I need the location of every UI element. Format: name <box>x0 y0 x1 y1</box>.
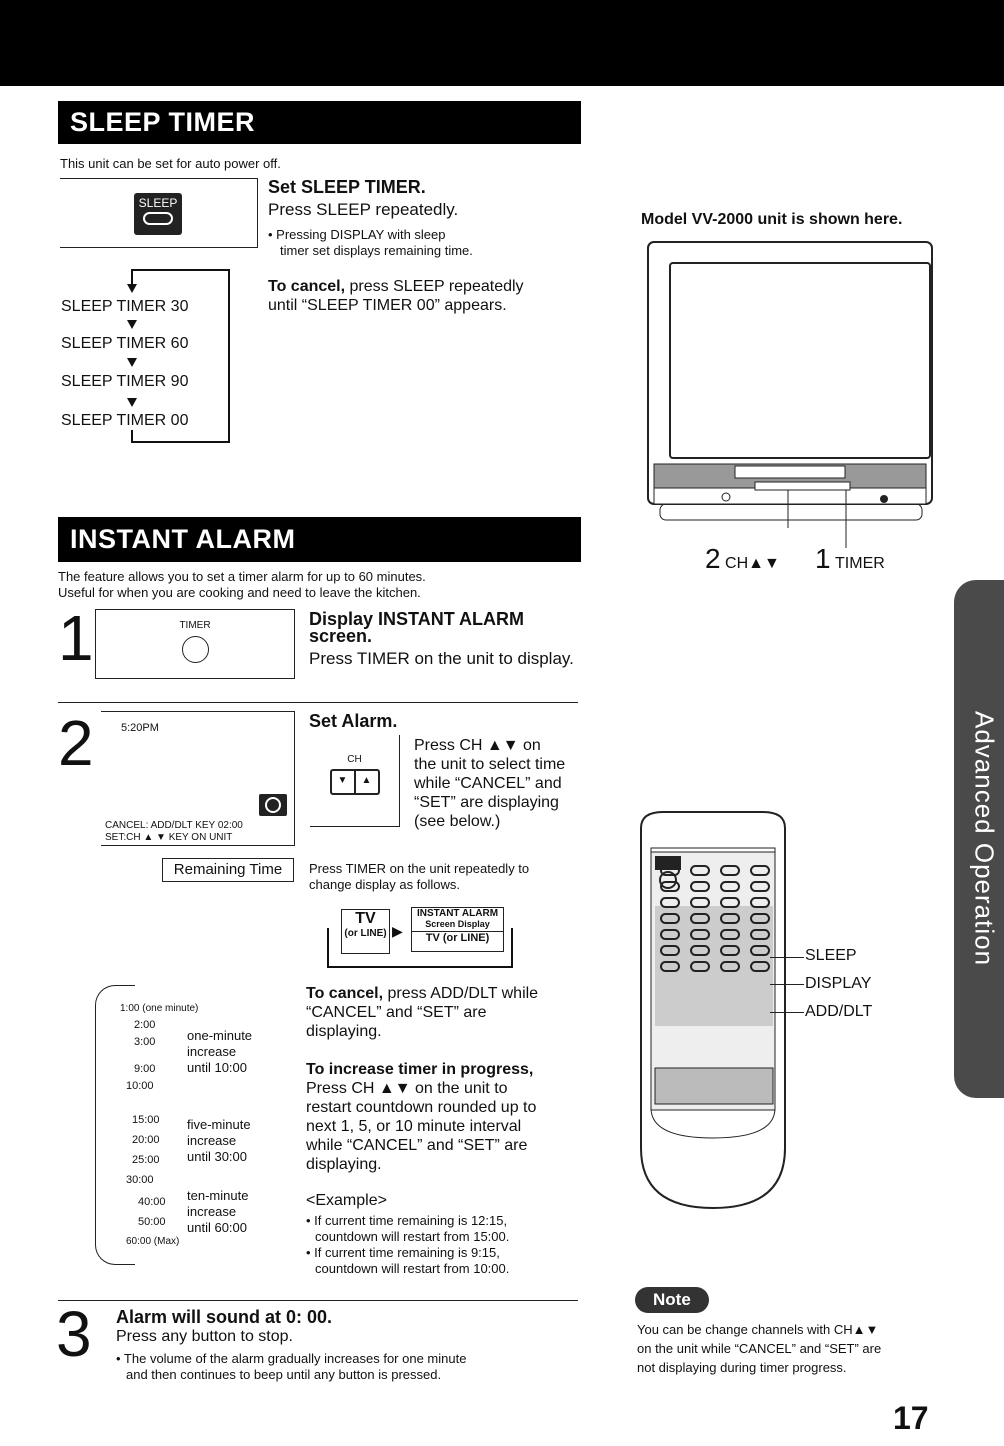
step-3-number: 3 <box>56 1298 92 1370</box>
remote-key[interactable] <box>690 945 710 956</box>
step-3-note-2: and then continues to beep until any button is pressed. <box>126 1367 442 1382</box>
remote-label-display: DISPLAY <box>805 975 872 992</box>
time-item: 25:00 <box>132 1154 160 1166</box>
alarm-intro-1: The feature allows you to set a timer alarm for up to 60 minutes. <box>58 569 426 584</box>
time-item: 3:00 <box>134 1036 156 1048</box>
remote-key[interactable] <box>690 897 710 908</box>
alarm-increase-bold: To increase timer in progress, <box>306 1061 534 1078</box>
sleep-seq-2: SLEEP TIMER 60 <box>61 335 189 352</box>
remote-key[interactable] <box>660 913 680 924</box>
time-item: 2:00 <box>134 1019 156 1031</box>
remote-key[interactable] <box>690 929 710 940</box>
remote-key[interactable] <box>750 881 770 892</box>
remote-label-adddlt: ADD/DLT <box>805 1003 873 1020</box>
step-2-number: 2 <box>58 707 94 779</box>
sleep-intro: This unit can be set for auto power off. <box>60 156 281 171</box>
divider <box>58 702 578 703</box>
remote-key[interactable] <box>720 961 740 972</box>
example-text: • If current time remaining is 12:15, <box>306 1213 508 1228</box>
sleep-note-1: • Pressing DISPLAY with sleep <box>268 227 446 242</box>
remote-key[interactable] <box>660 865 680 876</box>
remote-label-sleep: SLEEP <box>805 947 857 964</box>
remote-key[interactable] <box>750 897 770 908</box>
inc-text: five-minute <box>187 1117 251 1132</box>
timer-button-label: TIMER <box>179 620 211 631</box>
remote-key[interactable] <box>720 897 740 908</box>
step-2-text-2: the unit to select time <box>414 756 566 773</box>
remote-key[interactable] <box>660 929 680 940</box>
arrow-down-icon <box>127 320 137 329</box>
sleep-button-label: SLEEP <box>138 196 178 210</box>
instant-alarm-title: INSTANT ALARM <box>70 524 296 554</box>
ch-button-box <box>310 735 400 827</box>
step-1-number: 1 <box>58 602 94 674</box>
time-item: 30:00 <box>126 1174 154 1186</box>
flow-alarm-2: Screen Display <box>425 919 490 929</box>
step-3-title: Alarm will sound at 0: 00. <box>116 1307 333 1327</box>
time-item: 20:00 <box>132 1134 160 1146</box>
remote-key[interactable] <box>690 865 710 876</box>
alarm-increase-text: restart countdown rounded up to <box>306 1099 537 1116</box>
tv-label-ch-text: CH▲▼ <box>725 555 780 572</box>
time-item: 1:00 (one minute) <box>120 1003 199 1014</box>
remaining-time-label: Remaining Time <box>162 858 294 882</box>
inc-text: increase <box>187 1204 237 1219</box>
note-line: on the unit while “CANCEL” and “SET” are <box>637 1341 882 1356</box>
inc-group-3 <box>187 1188 248 1236</box>
top-banner <box>0 0 1004 86</box>
flow-alarm-1: INSTANT ALARM <box>416 908 499 919</box>
inc-group-2 <box>187 1117 251 1165</box>
time-item: 60:00 (Max) <box>126 1236 180 1247</box>
sleep-button-icon <box>134 193 182 235</box>
time-item: 10:00 <box>126 1080 154 1092</box>
sleep-note-2: timer set displays remaining time. <box>280 243 473 258</box>
inc-text: until 10:00 <box>187 1060 247 1075</box>
leader-line <box>770 984 804 985</box>
remote-key[interactable] <box>690 961 710 972</box>
alarm-increase-text: displaying. <box>306 1156 382 1173</box>
alarm-screen-time: 5:20PM <box>121 722 159 734</box>
inc-text: one-minute <box>187 1028 253 1043</box>
remote-key[interactable] <box>660 961 680 972</box>
step-2-instructions <box>414 736 565 831</box>
sleep-step-text: Press SLEEP repeatedly. <box>268 200 459 219</box>
remote-key[interactable] <box>660 897 680 908</box>
ch-updown-icon: ▼ ▲ <box>310 769 399 795</box>
remote-key[interactable] <box>690 881 710 892</box>
time-item: 50:00 <box>138 1216 166 1228</box>
tv-label-timer-text: TIMER <box>835 555 885 572</box>
flow-arrow-icon: ▶ <box>392 923 403 939</box>
example-label: <Example> <box>306 1192 387 1209</box>
step-1-title-2: screen. <box>309 626 373 646</box>
sleep-cancel-bold: To cancel, <box>268 278 346 295</box>
tv-illustration <box>640 238 940 568</box>
remote-key[interactable] <box>720 865 740 876</box>
ch-button-label: CH <box>347 754 362 765</box>
inc-text: increase <box>187 1044 237 1059</box>
step-2-text-5: (see below.) <box>414 813 501 830</box>
inc-text: ten-minute <box>187 1188 249 1203</box>
remote-key[interactable] <box>660 881 680 892</box>
timer-button-icon <box>182 636 209 663</box>
side-tab-label-wrap <box>954 580 1004 1098</box>
example-text: countdown will restart from 10:00. <box>315 1261 510 1276</box>
step-2-text-4: “SET” are displaying <box>414 794 559 811</box>
time-item: 9:00 <box>134 1063 156 1075</box>
leader-line <box>770 957 804 958</box>
flow-alarm-3: TV (or LINE) <box>412 931 503 944</box>
press-timer-2: change display as follows. <box>309 877 461 892</box>
step-2-title: Set Alarm. <box>309 711 398 731</box>
remote-key[interactable] <box>720 929 740 940</box>
remote-key[interactable] <box>720 881 740 892</box>
sleep-timer-header <box>58 101 581 144</box>
flow-or-line: (or LINE) <box>344 928 387 939</box>
time-list-c <box>126 1192 179 1252</box>
sleep-seq-3: SLEEP TIMER 90 <box>61 373 189 390</box>
alarm-increase-text: next 1, 5, or 10 minute interval <box>306 1118 522 1135</box>
note-text <box>637 1320 881 1377</box>
step-3-note-1: • The volume of the alarm gradually increases for one minute <box>116 1351 467 1366</box>
example-list <box>306 1213 509 1277</box>
remote-key[interactable] <box>660 945 680 956</box>
step-2-text-3: while “CANCEL” and <box>414 775 562 792</box>
alarm-intro-2: Useful for when you are cooking and need to leave the kitchen. <box>58 585 421 600</box>
step-1-text: Press TIMER on the unit to display. <box>309 649 574 668</box>
inc-text: until 30:00 <box>187 1149 247 1164</box>
remote-key[interactable] <box>690 913 710 924</box>
alarm-cancel-text-3: displaying. <box>306 1023 382 1040</box>
remote-key[interactable] <box>720 913 740 924</box>
press-timer-1: Press TIMER on the unit repeatedly to <box>309 861 530 876</box>
sleep-seq-1: SLEEP TIMER 30 <box>61 298 189 315</box>
timer-button-box <box>95 609 295 679</box>
alarm-cancel-bold: To cancel, <box>306 985 384 1002</box>
inc-text: increase <box>187 1133 237 1148</box>
arrow-down-icon <box>127 398 137 407</box>
alarm-cancel <box>306 984 538 1041</box>
note-line: not displaying during timer progress. <box>637 1360 847 1375</box>
remote-key[interactable] <box>750 961 770 972</box>
divider <box>58 1300 578 1301</box>
time-list-b <box>126 1110 160 1190</box>
arrow-down-icon <box>127 358 137 367</box>
sleep-cancel-2: until “SLEEP TIMER 00” appears. <box>268 297 507 314</box>
alarm-increase-text: while “CANCEL” and “SET” are <box>306 1137 528 1154</box>
tv-label-timer <box>815 543 885 575</box>
alarm-increase-text: Press CH ▲▼ on the unit to <box>306 1080 508 1097</box>
step-3-text: Press any button to stop. <box>116 1328 293 1345</box>
page-number: 17 <box>893 1400 929 1436</box>
alarm-clock-icon <box>259 794 287 816</box>
flow-tv-box <box>341 909 390 954</box>
example-text: countdown will restart from 15:00. <box>315 1229 510 1244</box>
inc-text: until 60:00 <box>187 1220 247 1235</box>
remote-key[interactable] <box>750 929 770 940</box>
sleep-timer-title: SLEEP TIMER <box>70 107 256 137</box>
sleep-seq-4: SLEEP TIMER 00 <box>61 412 189 429</box>
tv-label-ch <box>705 543 780 575</box>
remote-key[interactable] <box>750 945 770 956</box>
step-1-title-1: Display INSTANT ALARM <box>309 609 525 629</box>
remote-key[interactable] <box>720 945 740 956</box>
tv-label-ch-num: 2 <box>705 543 721 574</box>
leader-line <box>770 1012 804 1013</box>
note-line: You can be change channels with CH▲▼ <box>637 1322 879 1337</box>
alarm-screen <box>101 711 295 846</box>
alarm-cancel-text-2: “CANCEL” and “SET” are <box>306 1004 487 1021</box>
time-item: 40:00 <box>138 1196 166 1208</box>
step-2-text-1: Press CH ▲▼ on <box>414 737 541 754</box>
remote-key[interactable] <box>750 913 770 924</box>
sleep-cancel-text: press SLEEP repeatedly <box>345 278 524 295</box>
note-badge: Note <box>635 1287 709 1313</box>
sleep-cancel <box>268 278 524 296</box>
flow-tv: TV <box>355 910 376 927</box>
alarm-screen-line-2: SET:CH ▲ ▼ KEY ON UNIT <box>105 832 233 843</box>
time-item: 15:00 <box>132 1114 160 1126</box>
arrow-down-icon <box>127 284 137 293</box>
remote-key[interactable] <box>750 865 770 876</box>
sleep-step-title: Set SLEEP TIMER. <box>268 177 426 197</box>
remote-keypad <box>660 865 774 972</box>
flow-alarm-box <box>411 907 504 952</box>
side-tab-label: Advanced Operation <box>969 711 1000 967</box>
alarm-cancel-text: press ADD/DLT while <box>383 985 539 1002</box>
alarm-screen-line-1: CANCEL: ADD/DLT KEY 02:00 <box>105 820 243 831</box>
tv-caption: Model VV-2000 unit is shown here. <box>641 211 903 228</box>
alarm-increase <box>306 1060 536 1174</box>
inc-group-1 <box>187 1028 252 1076</box>
tv-label-timer-num: 1 <box>815 543 831 574</box>
example-text: • If current time remaining is 9:15, <box>306 1245 500 1260</box>
instant-alarm-header <box>58 517 581 562</box>
